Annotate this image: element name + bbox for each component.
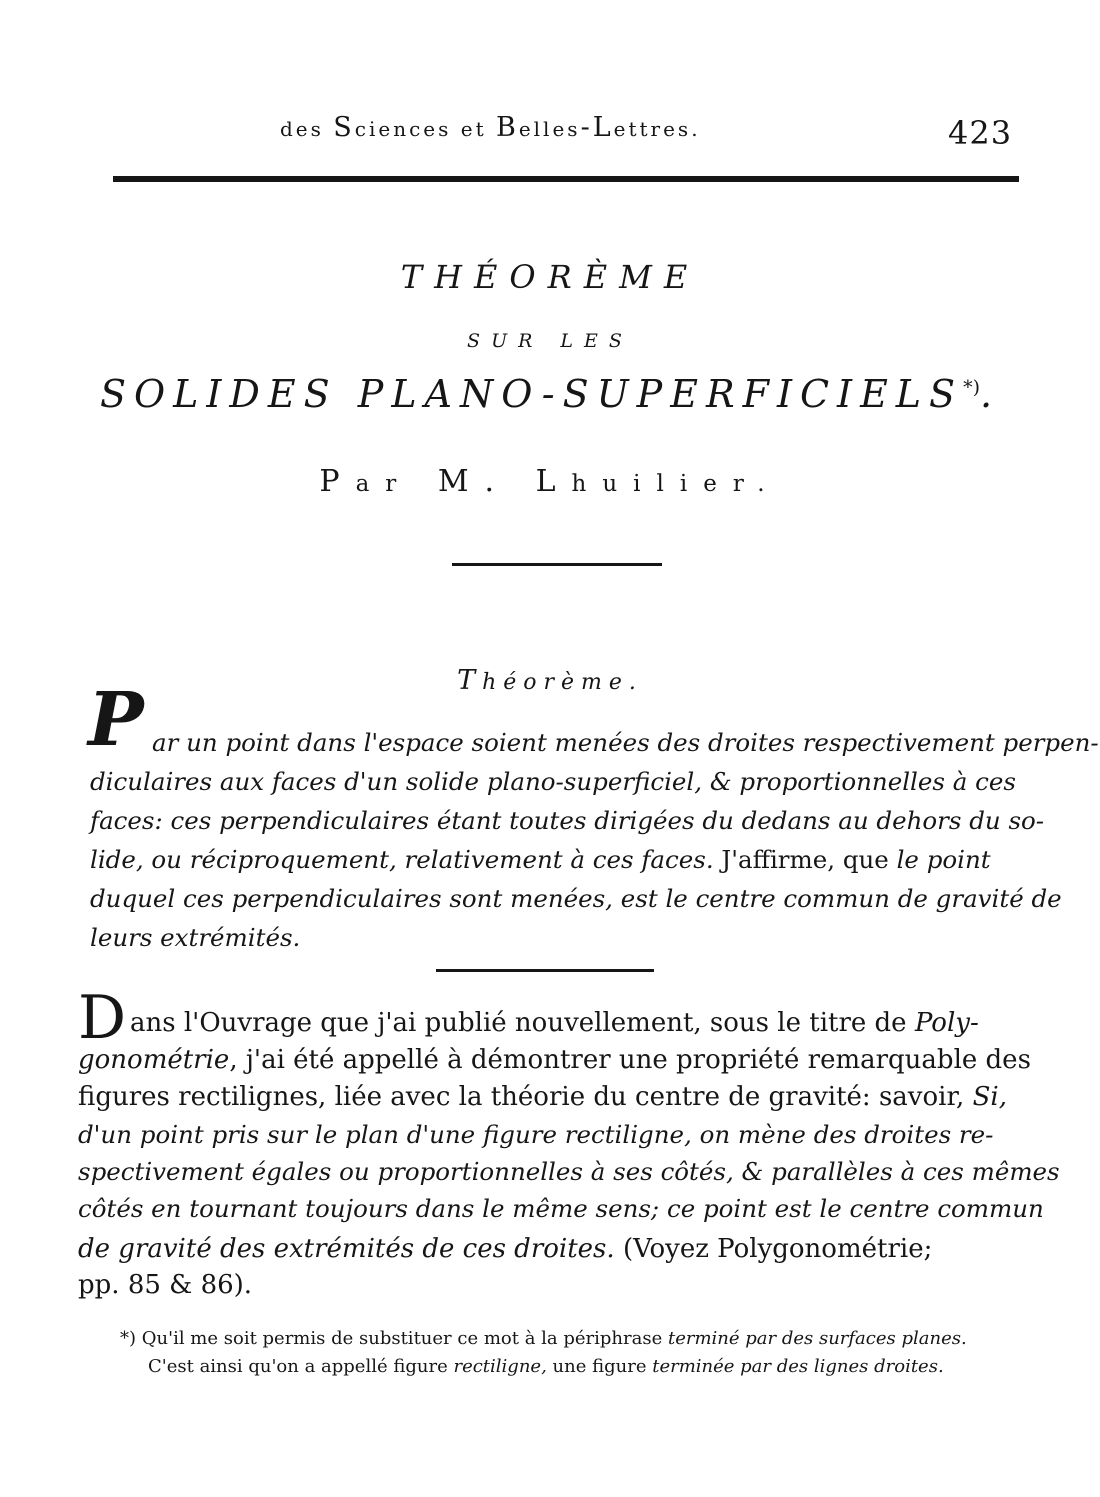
title-theoreme: THÉORÈME (400, 258, 700, 296)
theorem-heading (0, 665, 1100, 696)
running-head-part: ciences (354, 117, 461, 141)
theorem-line-tail: le point (896, 845, 991, 874)
footnote-italic: rectiligne, (453, 1356, 547, 1377)
theorem-line: diculaires aux faces d'un solide plano-superficiel, & proportionnelles à ces (90, 767, 1016, 796)
footnote-line (148, 1358, 944, 1376)
paragraph-italic: gonométrie (78, 1045, 230, 1075)
paragraph-text: (Voyez Polygonométrie; (622, 1234, 933, 1264)
paragraph-text: ans l'Ouvrage que j'ai publié nouvellement, sous le titre de (130, 1008, 907, 1038)
theorem-line: duquel ces perpendiculaires sont menées, est le centre commun de gravité de (90, 884, 1062, 913)
header-rule (113, 176, 1019, 182)
running-head-part: B (495, 112, 519, 143)
paragraph-italic: Si, (972, 1082, 1007, 1112)
theorem-line: ar un point dans l'espace soient menées des droites respectivement perpen- (152, 728, 1099, 757)
title-subject (100, 372, 1050, 416)
running-head-part: L (592, 112, 614, 143)
footnote-italic: terminée par des lignes droites. (652, 1356, 944, 1377)
running-head-part: - (580, 112, 593, 143)
title-subject-text: SOLIDES PLANO-SUPERFICIELS (100, 372, 964, 416)
byline-part: ar (355, 471, 413, 497)
running-head-part: S (333, 112, 355, 143)
footnote-text: C'est ainsi qu'on a appellé figure (148, 1356, 448, 1377)
paragraph-line (78, 1047, 1031, 1073)
paragraph-text: figures rectilignes, liée avec la théorie du centre de gravité: savoir, (78, 1082, 965, 1112)
footnote-text: Qu'il me soit permis de substituer ce mot à la périphrase (141, 1328, 663, 1349)
paragraph-drop-cap: D (78, 983, 127, 1053)
paragraph-italic: de gravité des extrémités de ces droites. (78, 1234, 615, 1264)
running-head-part: et (460, 117, 496, 141)
footnote-mark: *) (120, 1328, 137, 1349)
paragraph-line (78, 1084, 1007, 1110)
theorem-drop-cap: P (88, 677, 144, 763)
theorem-affirmation: J'affirme, que (721, 845, 889, 874)
theorem-heading-rest: héorème. (482, 670, 643, 695)
footnote-reference: *) (963, 376, 980, 399)
byline-part: M. (412, 464, 536, 499)
title-divider (452, 563, 662, 566)
paragraph-line: d'un point pris sur le plan d'une figure rectiligne, on mène des droites re- (78, 1120, 994, 1149)
footnote-italic: terminé par des surfaces planes. (667, 1328, 967, 1349)
paragraph-line (130, 1010, 979, 1036)
footnote-text: une figure (552, 1356, 647, 1377)
theorem-heading-initial: T (457, 665, 483, 696)
running-head-part: des (280, 117, 334, 141)
byline-part: P (319, 464, 356, 499)
running-head-part: ettres. (613, 117, 701, 141)
paragraph-italic: Poly- (914, 1008, 979, 1038)
theorem-line-text: lide, ou réciproquement, relativement à ces faces. (90, 845, 714, 874)
theorem-line: faces: ces perpendiculaires étant toutes dirigées du dedans au dehors du so- (90, 806, 1045, 835)
section-divider (436, 969, 654, 972)
title-subject-end: . (980, 372, 1001, 416)
page-number: 423 (948, 114, 1013, 152)
paragraph-line (78, 1236, 932, 1262)
theorem-line-4 (90, 845, 991, 874)
theorem-line: leurs extrémités. (90, 923, 301, 952)
footnote-line (120, 1330, 967, 1348)
running-head-part: elles (518, 117, 581, 141)
title-sur-les: SUR LES (467, 330, 633, 352)
running-head (280, 112, 701, 143)
byline-part: huilier. (571, 471, 781, 497)
byline-part: L (535, 464, 572, 499)
paragraph-line: pp. 85 & 86). (78, 1270, 253, 1300)
author-byline (0, 464, 1100, 499)
paragraph-line: côtés en tournant toujours dans le même sens; ce point est le centre commun (78, 1194, 1044, 1223)
paragraph-text: , j'ai été appellé à démontrer une propriété remarquable des (229, 1045, 1031, 1075)
paragraph-line: spectivement égales ou proportionnelles à ses côtés, & parallèles à ces mêmes (78, 1157, 1060, 1186)
